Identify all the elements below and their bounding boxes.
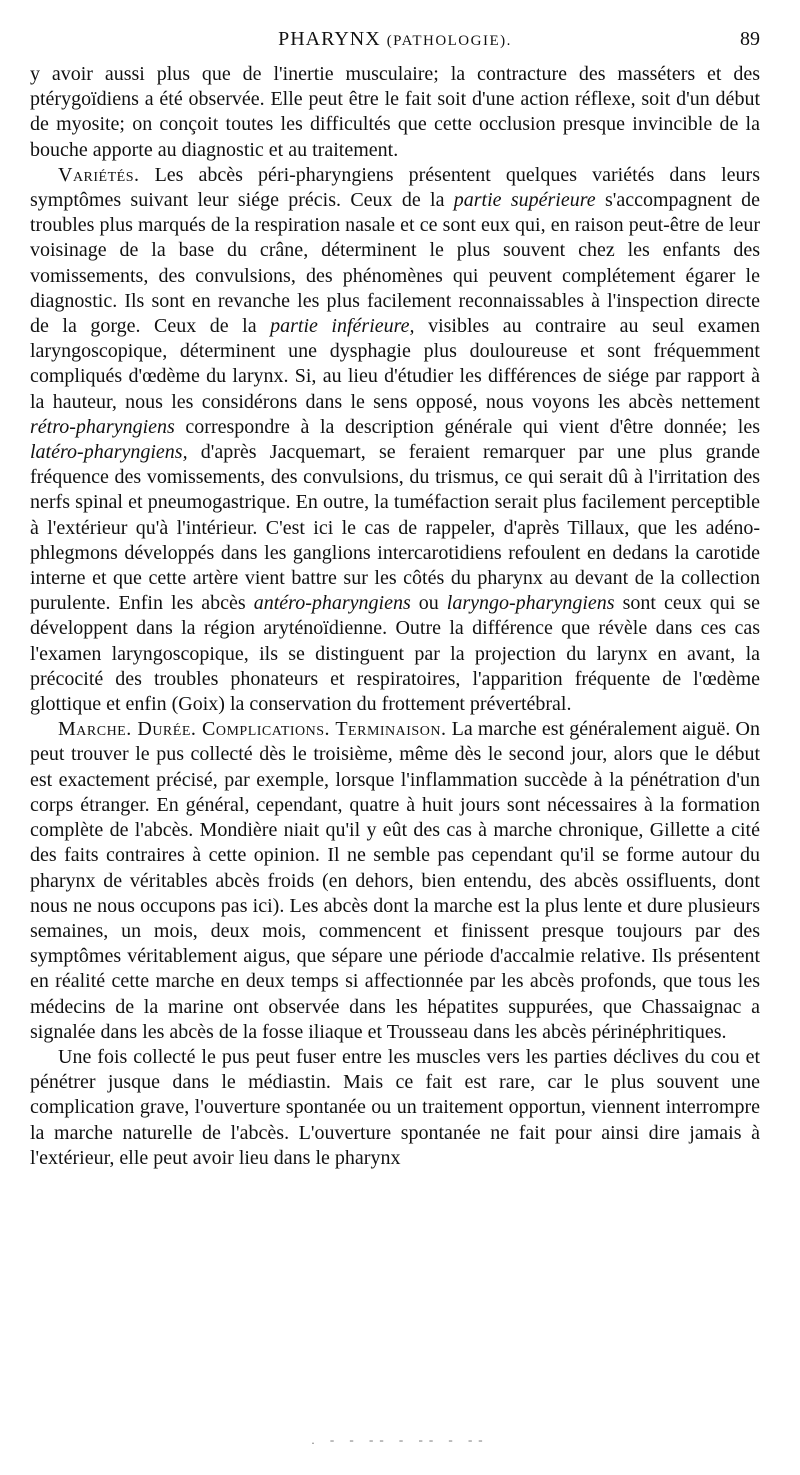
text-run: s'accompagnent de troubles plus marqués de la respiration nasale et ce sont eux qui, en raison peut-être de leur voisinage de la base du crâne, déterminent le plus souvent chez les enfants des vomissements, des convulsions, des phénomènes qui peuvent complétement égarer le diagnostic. Ils sont en revanche les plus facilement reconnaissables à l'inspection directe de la gorge. Ceux de la — [30, 189, 761, 338]
running-title-sub: (PATHOLOGIE). — [386, 33, 512, 49]
italic-term: antéro-pharyngiens — [253, 592, 411, 615]
text-run: visibles au contraire au seul examen laryngoscopique, déterminent une dysphagie plus douloureuse et sont fréquemment compliqués d'œdème du larynx. Si, au lieu d'étudier les différences de siége par rapport à la hauteur, nous les considérons dans le sens opposé, nous voyons les abcès nettement — [30, 315, 760, 413]
italic-term: latéro-pharyngiens, — [30, 441, 188, 464]
running-header — [30, 28, 760, 58]
italic-term: partie supérieure — [453, 189, 596, 212]
body-text — [30, 62, 760, 1171]
paragraph-marche — [30, 717, 760, 1045]
running-title-main: PHARYNX — [278, 28, 381, 50]
text-run: correspondre à la description générale qui vient d'être donnée; les — [174, 415, 760, 438]
text-run: d'après Jacquemart, se feraient remarquer par une plus grande fréquence des vomissements, des convulsions, du trismus, ce qui serait dû à l'irritation des nerfs spinal et pneumogastrique. En outre, la tuméfaction serait plus facilement perceptible à l'extérieur qu'à l'intérieur. C'est ici le cas de rappeler, d'après Tillaux, que les adéno-phlegmons développés dans les ganglions intercarotidiens refoulent en dedans la carotide interne et que cette artère vient battre sur les côtés du pharynx au devant de la collection purulente. Enfin les abcès — [30, 441, 760, 615]
paragraph-continuation: y avoir aussi plus que de l'inertie musculaire; la contracture des masséters et des ptérygoïdiens a été observée. Elle peut être le fait soit d'une action réflexe, soit d'un début de myosite; on conçoit toutes les difficultés que cette occlusion presque invincible de la bouche apporte au diagnostic et au traitement. — [30, 63, 760, 161]
page-number: 89 — [740, 28, 760, 50]
italic-term: rétro-pharyngiens — [30, 415, 175, 438]
text-run: La marche est généralement aiguë. On peut trouver le pus collecté dès le troisième, même dès le second jour, alors que le début est exactement précisé, par exemple, lorsque l'inflammation succède à la pénétration d'un corps étranger. En général, cependant, quatre à huit jours sont nécessaires à la formation complète de l'abcès. Mondière niait qu'il y eût des cas à marche chronique, Gillette a cité des faits contraires à cette opinion. Il ne semble pas cependant qu'il se forme autour du pharynx de véritables abcès froids (en dehors, bien entendu, des abcès ossifluents, dont nous ne nous occupons pas ici). Les abcès dont la marche est la plus lente et dure plusieurs semaines, un mois, deux mois, commencent et finissent presque toujours par des symptômes véritablement aigus, que sépare une période d'accalmie relative. Ils présentent en réalité cette marche en deux temps si affectionnée par les abcès profonds, que tous les médecins de la marine ont observée dans les hépatites suppurées, que Chassaignac a signalée dans les abcès de la fosse iliaque et Trousseau dans les abcès périnéphritiques. — [30, 718, 760, 1043]
section-heading-marche: Marche. Durée. Complications. Terminaison. — [58, 718, 447, 741]
text-run: sont ceux qui se développent dans la région aryténoïdienne. Outre la différence que révèle dans ces cas l'examen laryngoscopique, ils se distinguent par la projection du larynx en avant, la précocité des troubles phonateurs et respiratoires, l'apparition fréquente de l'œdème glottique et enfin (Goix) la conservation du frottement prévertébral. — [30, 592, 760, 716]
text-run: Les abcès péri-pharyngiens présentent quelques variétés dans leurs symptômes suivant leur siége précis. Ceux de la — [30, 163, 760, 212]
scan-noise-marks: . - - -- - -- - -- — [311, 1432, 489, 1447]
section-heading-varietes: Variétés. — [58, 163, 140, 186]
paragraph-pus: Une fois collecté le pus peut fuser entre les muscles vers les parties déclives du cou et pénétrer jusque dans le médiastin. Mais ce fait est rare, car le plus souvent une complication grave, l'ouverture spontanée ou un traitement opportun, viennent interrompre la marche naturelle de l'abcès. L'ouverture spontanée ne fait pour ainsi dire jamais à l'extérieur, elle peut avoir lieu dans le pharynx — [30, 1045, 760, 1169]
running-title — [30, 28, 760, 51]
text-run: ou — [410, 592, 447, 615]
paragraph-varietes — [30, 163, 760, 717]
italic-term: laryngo-pharyngiens — [446, 592, 615, 615]
italic-term: partie inférieure, — [270, 315, 415, 338]
